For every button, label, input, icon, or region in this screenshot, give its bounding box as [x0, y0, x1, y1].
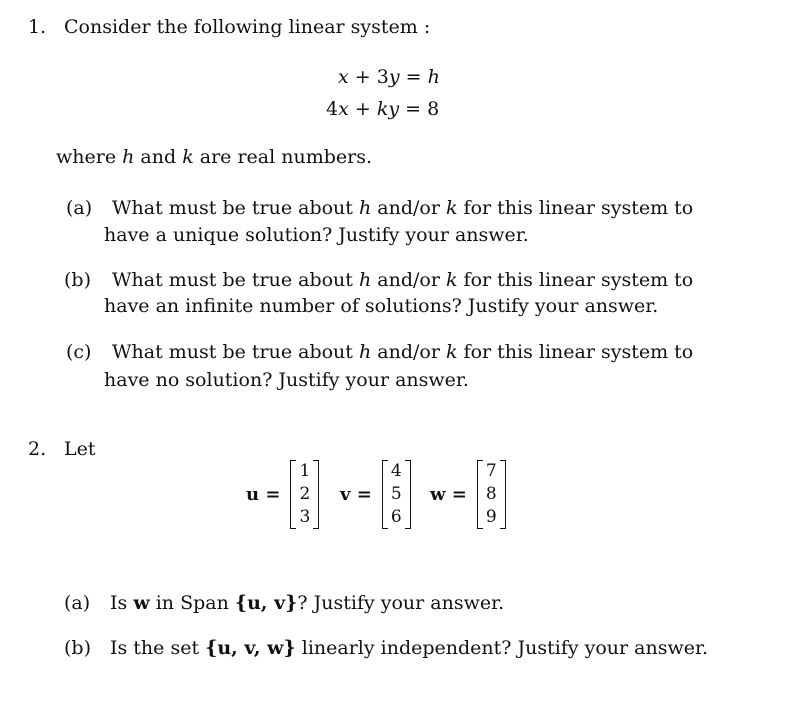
eq2-var-x: x: [338, 98, 349, 120]
q2a-w: w: [133, 592, 150, 614]
vector-v-entry-3: 6: [390, 507, 402, 527]
vector-u: [246, 460, 319, 529]
q2a-post: ? Justify your answer.: [297, 592, 505, 614]
q2a-pre: Is: [110, 592, 128, 614]
eq1-op1: + 3: [354, 66, 389, 88]
vector-w-entry-3: 9: [485, 507, 497, 527]
q2b-set: {u, v, w}: [205, 637, 296, 659]
q2b-post: linearly independent? Justify your answer.: [301, 637, 709, 659]
eq2-var-y: y: [388, 98, 400, 120]
q1-part-a-label: (a): [66, 197, 93, 219]
eq2-equals: = 8: [405, 98, 440, 120]
part-a-post: for this linear system to: [463, 197, 694, 219]
q2a-set: {u, v}: [234, 592, 298, 614]
vector-w-entry-1: 7: [485, 461, 497, 481]
q1-part-b-line1: [112, 269, 693, 291]
q1-part-b-line2: have an infinite number of solutions? Justify your answer.: [104, 295, 659, 317]
part-c-h: h: [358, 341, 372, 363]
eq1-var-h: h: [427, 66, 440, 88]
vector-u-entry-1: 1: [299, 461, 311, 481]
vector-w-entry-2: 8: [485, 484, 497, 504]
vector-w: [430, 460, 506, 529]
vector-u-label: u =: [246, 484, 281, 505]
vector-u-entry-3: 3: [299, 507, 311, 527]
q2-number: 2.: [28, 438, 47, 460]
part-c-mid: and/or: [377, 341, 440, 363]
eq2-coef: 4: [326, 98, 339, 120]
eq1-var-x: x: [338, 66, 349, 88]
q2-part-b-text: [110, 637, 708, 659]
where-pre: where: [56, 146, 117, 168]
part-a-pre: What must be true about: [112, 197, 353, 219]
q1-part-c-label: (c): [66, 341, 92, 363]
part-b-mid: and/or: [377, 269, 440, 291]
q2-part-b-label: (b): [64, 637, 91, 659]
vector-v-entry-2: 5: [390, 484, 402, 504]
vector-v-entry-1: 4: [390, 461, 402, 481]
part-a-mid: and/or: [377, 197, 440, 219]
vector-v-label: v =: [340, 484, 372, 505]
vector-u-entry-2: 2: [299, 484, 311, 504]
q2a-mid: in Span: [155, 592, 229, 614]
q1-part-a-line1: [112, 197, 693, 219]
part-a-h: h: [358, 197, 372, 219]
q2-part-a-text: [110, 592, 504, 614]
vector-w-matrix: [477, 460, 506, 529]
part-b-k: k: [445, 269, 458, 291]
eq1-var-y: y: [388, 66, 400, 88]
q1-equation-1: [338, 66, 440, 88]
eq1-equals: =: [405, 66, 422, 88]
where-k: k: [182, 146, 194, 168]
q1-part-b-label: (b): [64, 269, 91, 291]
part-c-k: k: [445, 341, 458, 363]
part-b-post: for this linear system to: [463, 269, 694, 291]
vector-u-matrix: [290, 460, 319, 529]
part-c-post: for this linear system to: [463, 341, 694, 363]
q1-equation-2: [326, 98, 439, 120]
q2b-pre: Is the set: [110, 637, 200, 659]
vector-w-label: w =: [430, 484, 467, 505]
q1-number: 1.: [28, 16, 47, 38]
vector-v-matrix: [382, 460, 411, 529]
q1-intro: Consider the following linear system :: [64, 16, 431, 38]
q1-part-c-line1: [112, 341, 693, 363]
part-b-h: h: [358, 269, 372, 291]
q1-where: [56, 146, 372, 168]
eq2-op1: +: [354, 98, 371, 120]
part-c-pre: What must be true about: [112, 341, 353, 363]
q1-part-a-line2: have a unique solution? Justify your answer.: [104, 224, 529, 246]
vector-v: [340, 460, 411, 529]
where-mid: and: [140, 146, 177, 168]
where-post: are real numbers.: [199, 146, 372, 168]
part-b-pre: What must be true about: [112, 269, 353, 291]
where-h: h: [122, 146, 135, 168]
q2-intro: Let: [64, 438, 96, 460]
eq2-var-k: k: [376, 98, 389, 120]
q1-part-c-line2: have no solution? Justify your answer.: [104, 369, 469, 391]
q2-part-a-label: (a): [64, 592, 91, 614]
part-a-k: k: [445, 197, 458, 219]
